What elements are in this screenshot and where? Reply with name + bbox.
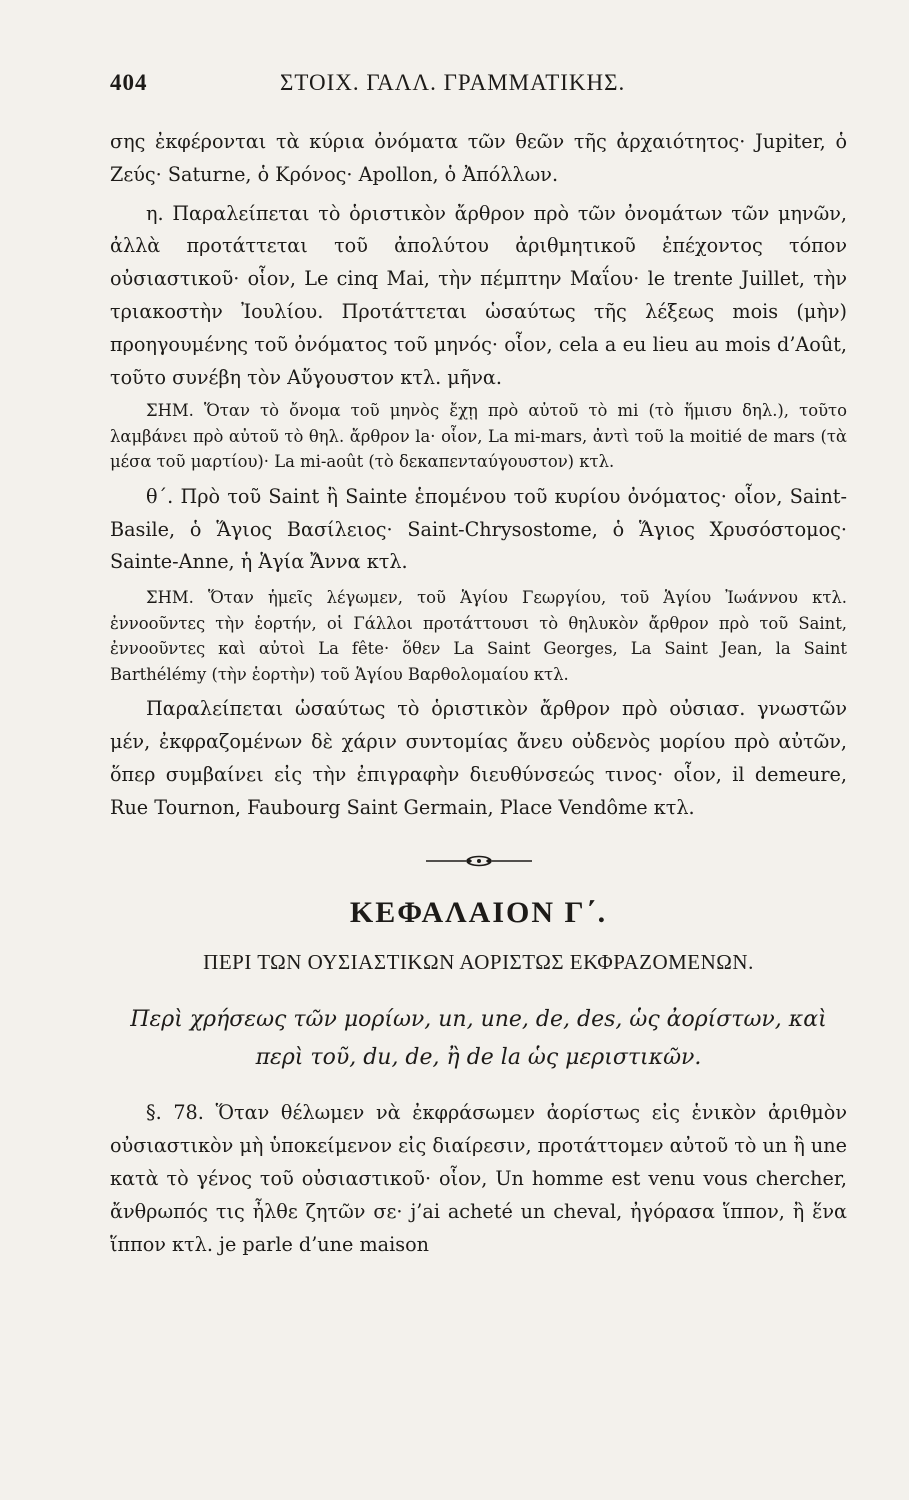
divider-ornament bbox=[424, 854, 534, 868]
paragraph-eta: η. Παραλείπεται τὸ ὁριστικὸν ἄρθρον πρὸ τῶν ὀνομάτων τῶν μηνῶν, ἀλλὰ προτάττεται τοῦ ἀπολύτου ἀριθμητικοῦ ἐπέχοντος τόπον οὐσιαστικοῦ· οἷον, Le cinq Mai, τὴν πέμπτην Μαΐου· le trente Juillet, τὴν τριακοστὴν Ἰουλίου. Προτάττεται ὡσαύτως τῆς λέξεως mois (μὴν) προηγουμένης τοῦ ὀνόματος τοῦ μηνός· οἷον, cela a eu lieu au mois d’Août, τοῦτο συνέβη τὸν Αὔγουστον κτλ. μῆνα. bbox=[110, 201, 847, 389]
running-title: ΣΤΟΙΧ. ΓΑΛΛ. ΓΡΑΜΜΑΤΙΚΗΣ. bbox=[280, 70, 626, 95]
paragraph-theta: θ΄. Πρὸ τοῦ Saint ἢ Sainte ἑπομένου τοῦ κυρίου ὀνόματος· οἷον, Saint-Basile, ὁ Ἅγιος Βασίλειος· Saint-Chrysostome, ὁ Ἅγιος Χρυσόστομος· Sainte-Anne, ἡ Ἁγία Ἄννα κτλ. bbox=[110, 484, 847, 574]
paragraph-78: §. 78. Ὅταν θέλωμεν νὰ ἐκφράσωμεν ἀορίστως εἰς ἑνικὸν ἀριθμὸν οὐσιαστικὸν μὴ ὑποκείμενον εἰς διαίρεσιν, προτάττομεν αὐτοῦ τὸ un ἢ une κατὰ τὸ γένος τοῦ οὐσιαστικοῦ· οἷον, Un homme est venu vous chercher, ἄνθρωπός τις ἦλθε ζητῶν σε· j’ai acheté un cheval, ἠγόρασα ἵππον, ἢ ἕνα ἵππον κτλ. je parle d’une maison bbox=[110, 1101, 847, 1256]
section-heading bbox=[110, 1001, 847, 1077]
note-months: ΣΗΜ. Ὅταν τὸ ὄνομα τοῦ μηνὸς ἔχῃ πρὸ αὐτοῦ τὸ mi (τὸ ἥμισυ δηλ.), τοῦτο λαμβάνει πρὸ αὐτοῦ τὸ θηλ. ἄρθρον la· οἷον, La mi-mars, ἀντὶ τοῦ la moitié de mars (τὰ μέσα τοῦ μαρτίου)· La mi-août (τὸ δεκαπενταύγουστον) κτλ. bbox=[110, 401, 847, 472]
chapter-title: ΚΕΦΑΛΑΙΟΝ Γ΄. bbox=[349, 896, 608, 930]
paragraph-continuation: σης ἐκφέρονται τὰ κύρια ὀνόματα τῶν θεῶν τῆς ἀρχαιότητος· Jupiter, ὁ Ζεύς· Saturne, ὁ Κρόνος· Apollon, ὁ Ἀπόλλων. bbox=[110, 130, 847, 186]
section-heading-line-2: περὶ τοῦ, du, de, ἢ de la ὡς μεριστικῶν. bbox=[255, 1045, 702, 1071]
page-number: 404 bbox=[110, 70, 148, 95]
section-heading-line-1: Περὶ χρήσεως τῶν μορίων, un, une, de, des, ὡς ἀορίστων, καὶ bbox=[130, 1007, 827, 1033]
running-head bbox=[110, 70, 847, 96]
note-saints: ΣΗΜ. Ὅταν ἡμεῖς λέγωμεν, τοῦ Ἁγίου Γεωργίου, τοῦ Ἁγίου Ἰωάννου κτλ. ἐννοοῦντες τὴν ἑορτήν, οἱ Γάλλοι προτάττουσι τὸ θηλυκὸν ἄρθρον πρὸ τοῦ Saint, ἐννοοῦντες καὶ αὐτοὶ La fête· ὅθεν La Saint Georges, La Saint Jean, la Saint Barthélémy (τὴν ἑορτὴν) τοῦ Ἁγίου Βαρθολομαίου κτλ. bbox=[110, 588, 847, 684]
paragraph-omission: Παραλείπεται ὡσαύτως τὸ ὁριστικὸν ἄρθρον πρὸ οὐσιασ. γνωστῶν μέν, ἐκφραζομένων δὲ χάριν συντομίας ἄνευ οὐδενὸς μορίου πρὸ αὐτῶν, ὅπερ συμβαίνει εἰς τὴν ἐπιγραφὴν διευθύνσεώς τινος· οἷον, il demeure, Rue Tournon, Faubourg Saint Germain, Place Vendôme κτλ. bbox=[110, 697, 847, 819]
chapter-subtitle: ΠΕΡΙ ΤΩΝ ΟΥΣΙΑΣΤΙΚΩΝ ΑΟΡΙΣΤΩΣ ΕΚΦΡΑΖΟΜΕΝΩΝ. bbox=[203, 950, 754, 975]
